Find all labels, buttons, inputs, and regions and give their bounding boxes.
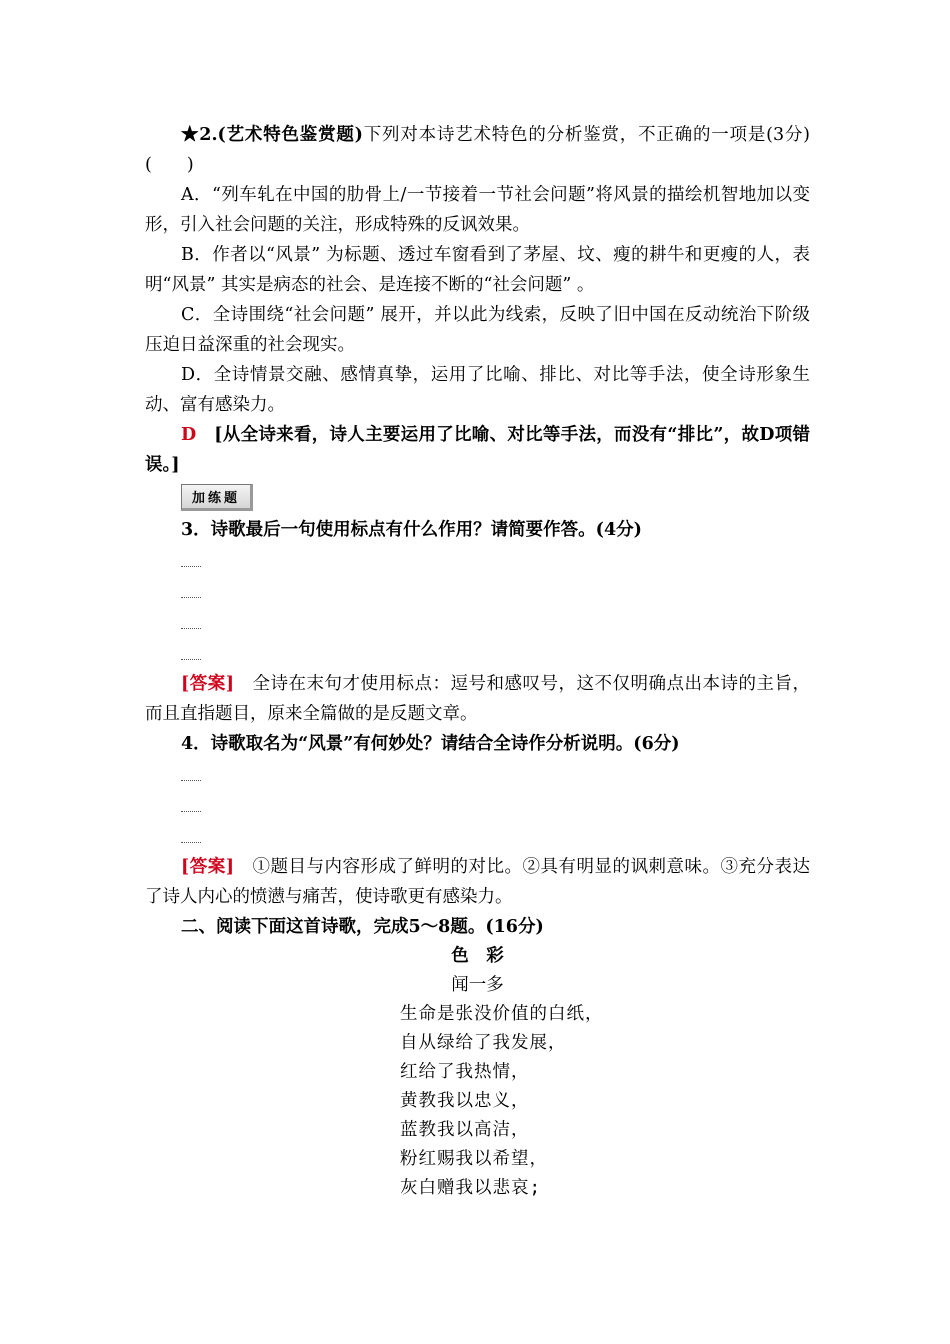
answer-blank-line: [145, 759, 810, 790]
option-d: D．全诗情景交融、感情真挚，运用了比喻、排比、对比等手法，使全诗形象生动、富有感染力。: [145, 365, 810, 415]
question-2-text: 下列对本诗艺术特色的分析鉴赏，不正确的一项是(3分)( ): [145, 125, 810, 175]
poem-body: [400, 1000, 810, 1203]
poem-line: 自从绿给了我发展，: [400, 1033, 567, 1053]
answer-blank-line: [145, 576, 810, 607]
poem-author: 闻一多: [451, 975, 504, 995]
section-2-heading: 二、阅读下面这首诗歌，完成5～8题。(16分): [181, 917, 544, 937]
option-c: C．全诗围绕“社会问题” 展开，并以此为线索，反映了旧中国在反动统治下阶级压迫日益深重的社会现实。: [145, 305, 810, 355]
poem-title: 色 彩: [451, 946, 504, 966]
answer-label: [答案]: [181, 857, 235, 877]
poem-line: 灰白赠我以悲哀;: [400, 1178, 542, 1198]
question-2-prefix: ★2.(艺术特色鉴赏题): [181, 125, 363, 145]
answer-text: ①题目与内容形成了鲜明的对比。②具有明显的讽刺意味。③充分表达了诗人内心的愤懑与痛苦，使诗歌更有感染力。: [145, 857, 811, 907]
answer-blank-line: [145, 545, 810, 576]
question-4-answer: [145, 852, 810, 912]
question-3-answer: [145, 669, 810, 729]
answer-blank-line: [145, 607, 810, 638]
question-3: 3．诗歌最后一句使用标点有什么作用？请简要作答。(4分): [181, 520, 642, 540]
option-a: A．“列车轧在中国的肋骨上/一节接着一节社会问题”将风景的描绘机智地加以变形，引入社会问题的关注，形成特殊的反讽效果。: [145, 185, 810, 235]
poem-line: 红给了我热情，: [400, 1062, 530, 1082]
poem-line: 粉红赐我以希望，: [400, 1149, 548, 1169]
answer-letter: D: [181, 425, 197, 445]
question-4: 4．诗歌取名为“风景”有何妙处？请结合全诗作分析说明。(6分): [181, 734, 680, 754]
poem-line: 生命是张没价值的白纸，: [400, 1004, 604, 1024]
answer-explanation: [从全诗来看，诗人主要运用了比喻、对比等手法，而没有“排比”，故D项错误。]: [145, 425, 810, 475]
answer-blank-line: [145, 821, 810, 852]
option-b: B．作者以“风景” 为标题、透过车窗看到了茅屋、坟、瘦的耕牛和更瘦的人，表明“风景” 其实是病态的社会、是连接不断的“社会问题” 。: [145, 245, 810, 295]
question-2: [145, 120, 810, 180]
question-2-answer: [145, 420, 810, 480]
extra-practice-tag: 加练题: [181, 484, 253, 511]
answer-blank-line: [145, 790, 810, 821]
poem-line: 黄教我以忠义，: [400, 1091, 530, 1111]
answer-blank-line: [145, 638, 810, 669]
poem-line: 蓝教我以高洁，: [400, 1120, 530, 1140]
answer-label: [答案]: [181, 674, 235, 694]
document-page: [145, 120, 810, 1203]
answer-text: 全诗在末句才使用标点：逗号和感叹号，这不仅明确点出本诗的主旨，而且直指题目，原来全篇做的是反题文章。: [145, 674, 811, 724]
